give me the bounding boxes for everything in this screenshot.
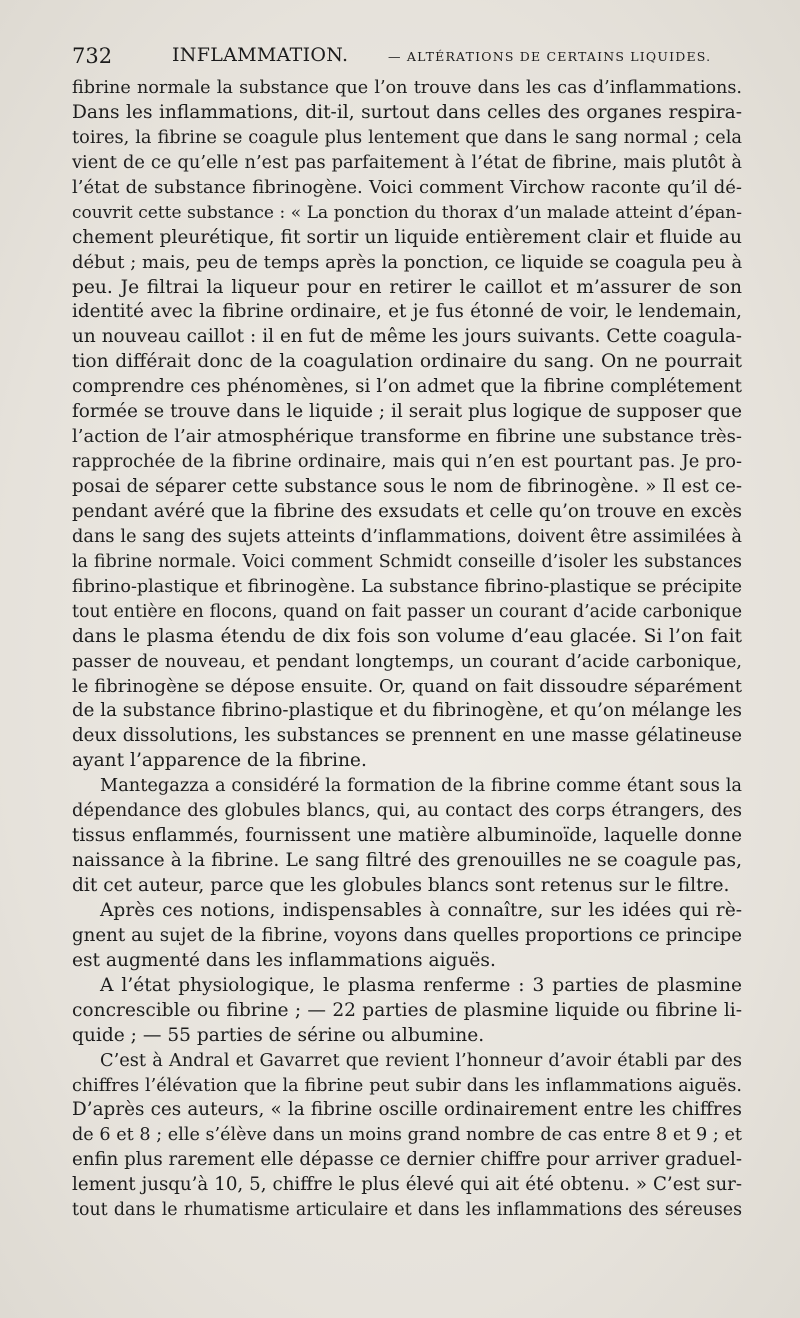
text-line: la fibrine normale. Voici comment Schmidt conseille d’isoler les substances — [72, 551, 742, 572]
text-line: identité avec la fibrine ordinaire, et je fus étonné de voir, le lendemain, — [72, 301, 742, 323]
text-line: tout dans le rhumatisme articulaire et dans les inflammations des séreuses — [72, 1200, 742, 1221]
text-line: chiffres l’élévation que la fibrine peut subir dans les inflammations aiguës. — [72, 1075, 742, 1096]
text-line: fibrino-plastique et fibrinogène. La substance fibrino-plastique se précipite — [72, 576, 742, 597]
text-line: vient de ce qu’elle n’est pas parfaitement à l’état de fibrine, mais plutôt à — [72, 151, 742, 173]
text-line: est augmenté dans les inflammations aiguës. — [72, 949, 496, 971]
text-line: pendant avéré que la fibrine des exsudats et celle qu’on trouve en excès — [72, 500, 742, 522]
text-line: posai de séparer cette substance sous le nom de fibrinogène. » Il est ce- — [72, 476, 742, 497]
text-line: dans le sang des sujets atteints d’inflammations, doivent être assimilées à — [72, 525, 742, 547]
page-number: 732 — [72, 44, 113, 68]
running-title: INFLAMMATION. — [172, 44, 349, 66]
text-line: Après ces notions, indispensables à connaître, sur les idées qui rè- — [100, 899, 742, 921]
text-line: de 6 et 8 ; elle s’élève dans un moins grand nombre de cas entre 8 et 9 ; et — [72, 1125, 742, 1146]
running-subtitle: — ALTÉRATIONS DE CERTAINS LIQUIDES. — [388, 49, 712, 64]
text-line: D’après ces auteurs, « la fibrine oscille ordinairement entre les chiffres — [72, 1099, 742, 1121]
text-line: tissus enflammés, fournissent une matière albuminoïde, laquelle donne — [72, 825, 742, 847]
text-line: comprendre ces phénomènes, si l’on admet que la fibrine complétement — [72, 376, 742, 398]
text-line: l’action de l’air atmosphérique transforme en fibrine une substance très- — [72, 426, 742, 448]
text-line: formée se trouve dans le liquide ; il serait plus logique de supposer que — [72, 401, 742, 423]
text-line: tion différait donc de la coagulation ordinaire du sang. On ne pourrait — [72, 351, 742, 373]
text-line: couvrit cette substance : « La ponction du thorax d’un malade atteint d’épan- — [72, 202, 742, 223]
text-line: rapprochée de la fibrine ordinaire, mais qui n’en est pourtant pas. Je pro- — [72, 451, 742, 473]
text-line: naissance à la fibrine. Le sang filtré des grenouilles ne se coagule pas, — [72, 850, 742, 872]
text-line: enfin plus rarement elle dépasse ce dernier chiffre pour arriver graduel- — [72, 1149, 742, 1171]
text-line: C’est à Andral et Gavarret que revient l’honneur d’avoir établi par des — [100, 1049, 742, 1071]
text-line: peu. Je filtrai la liqueur pour en retirer le caillot et m’assurer de son — [72, 276, 742, 298]
text-line: Dans les inflammations, dit-il, surtout dans celles des organes respira- — [72, 101, 742, 123]
text-line: un nouveau caillot : il en fut de même les jours suivants. Cette coagula- — [72, 326, 742, 348]
text-line: passer de nouveau, et pendant longtemps, un courant d’acide carbonique, — [72, 651, 742, 672]
text-line: dans le plasma étendu de dix fois son volume d’eau glacée. Si l’on fait — [72, 625, 742, 647]
text-line: deux dissolutions, les substances se prennent en une masse gélatineuse — [72, 725, 742, 747]
text-line: tout entière en flocons, quand on fait passer un courant d’acide carbonique — [72, 601, 742, 622]
running-header — [72, 40, 752, 74]
text-line: le fibrinogène se dépose ensuite. Or, quand on fait dissoudre séparément — [72, 675, 742, 697]
text-line: concrescible ou fibrine ; — 22 parties de plasmine liquide ou fibrine li- — [72, 999, 742, 1021]
text-line: début ; mais, peu de temps après la ponction, ce liquide se coagula peu à — [72, 251, 743, 273]
text-line: gnent au sujet de la fibrine, voyons dans quelles proportions ce principe — [72, 924, 742, 946]
text-line: fibrine normale la substance que l’on trouve dans les cas d’inflammations. — [72, 78, 742, 98]
text-line: ayant l’apparence de la fibrine. — [72, 750, 367, 772]
text-line: dit cet auteur, parce que les globules blancs sont retenus sur le filtre. — [72, 875, 730, 896]
body-text — [72, 76, 742, 1223]
text-line: chement pleurétique, fit sortir un liquide entièrement clair et fluide au — [72, 226, 742, 248]
text-line: quide ; — 55 parties de sérine ou albumine. — [72, 1024, 485, 1046]
text-line: de la substance fibrino-plastique et du fibrinogène, et qu’on mélange les — [72, 700, 742, 722]
text-line: dépendance des globules blancs, qui, au contact des corps étrangers, des — [72, 800, 742, 822]
text-line: lement jusqu’à 10, 5, chiffre le plus élevé qui ait été obtenu. » C’est sur- — [72, 1174, 742, 1196]
text-line: Mantegazza a considéré la formation de la fibrine comme étant sous la — [100, 775, 742, 797]
text-line: l’état de substance fibrinogène. Voici comment Virchow raconte qu’il dé- — [72, 176, 742, 198]
text-line: toires, la fibrine se coagule plus lentement que dans le sang normal ; cela — [72, 126, 742, 148]
text-line: A l’état physiologique, le plasma renferme : 3 parties de plasmine — [100, 974, 742, 996]
